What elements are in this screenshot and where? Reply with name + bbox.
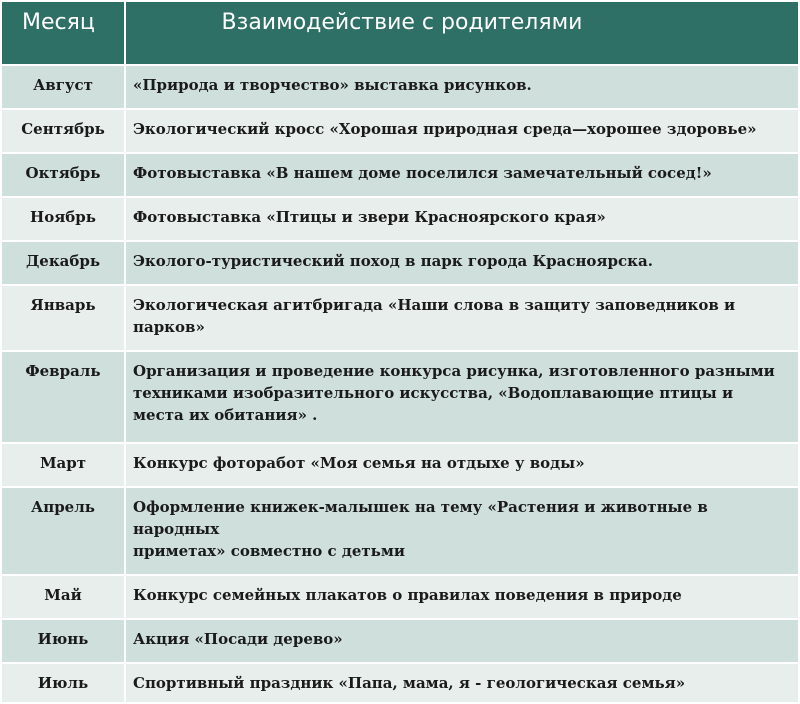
activity-line: Фотовыставка «Птицы и звери Красноярского края»	[133, 208, 606, 226]
activity-line: Конкурс семейных плакатов о правилах поведения в природе	[133, 586, 682, 604]
table-row	[1, 619, 799, 663]
month-cell: Май	[1, 575, 125, 619]
activity-line: Акция «Посади дерево»	[133, 630, 343, 648]
activity-line: «Природа и творчество» выставка рисунков.	[133, 76, 532, 94]
activity-cell	[125, 109, 799, 153]
month-cell: Июнь	[1, 619, 125, 663]
activity-cell	[125, 197, 799, 241]
activity-line: народных	[133, 520, 220, 538]
activity-line: Эколого-туристический поход в парк города Красноярска.	[133, 252, 653, 270]
table-row	[1, 351, 799, 443]
table-row	[1, 241, 799, 285]
activity-line: Оформление книжек-малышек на тему «Растения и животные в	[133, 498, 708, 516]
activity-cell	[125, 153, 799, 197]
table-row	[1, 65, 799, 109]
activity-cell	[125, 351, 799, 443]
month-cell: Сентябрь	[1, 109, 125, 153]
activity-line: техниками изобразительного искусства, «Водоплавающие птицы и	[133, 384, 734, 402]
table-row	[1, 153, 799, 197]
activity-line: приметах» совместно с детьми	[133, 542, 406, 560]
activity-cell	[125, 487, 799, 575]
month-cell: Январь	[1, 285, 125, 351]
table-header-row	[1, 1, 799, 65]
activity-line: Конкурс фоторабот «Моя семья на отдыхе у воды»	[133, 454, 585, 472]
activity-cell	[125, 575, 799, 619]
activity-line: Спортивный праздник «Папа, мама, я - геологическая семья»	[133, 674, 686, 692]
activity-line: Экологический кросс «Хорошая природная среда—хорошее здоровье»	[133, 120, 757, 138]
table-row	[1, 285, 799, 351]
table-row	[1, 109, 799, 153]
activity-line: Организация и проведение конкурса рисунка, изготовленного разными	[133, 362, 775, 380]
activity-line: Экологическая агитбригада «Наши слова в защиту заповедников и	[133, 296, 736, 314]
month-cell: Октябрь	[1, 153, 125, 197]
activity-cell	[125, 619, 799, 663]
activity-cell	[125, 285, 799, 351]
activity-column-header: Взаимодействие с родителями	[125, 1, 799, 65]
activity-cell	[125, 65, 799, 109]
table-row	[1, 487, 799, 575]
table-row	[1, 443, 799, 487]
activity-cell	[125, 443, 799, 487]
month-cell: Апрель	[1, 487, 125, 575]
activity-line: места их обитания» .	[133, 406, 318, 424]
activity-line: Фотовыставка «В нашем доме поселился замечательный сосед!»	[133, 164, 712, 182]
activity-cell	[125, 663, 799, 703]
activity-line: парков»	[133, 318, 205, 336]
activity-cell	[125, 241, 799, 285]
month-cell: Декабрь	[1, 241, 125, 285]
month-cell: Июль	[1, 663, 125, 703]
table-row	[1, 663, 799, 703]
month-column-header: Месяц	[1, 1, 125, 65]
month-cell: Февраль	[1, 351, 125, 443]
month-cell: Март	[1, 443, 125, 487]
table-row	[1, 197, 799, 241]
table-row	[1, 575, 799, 619]
month-cell: Август	[1, 65, 125, 109]
month-cell: Ноябрь	[1, 197, 125, 241]
